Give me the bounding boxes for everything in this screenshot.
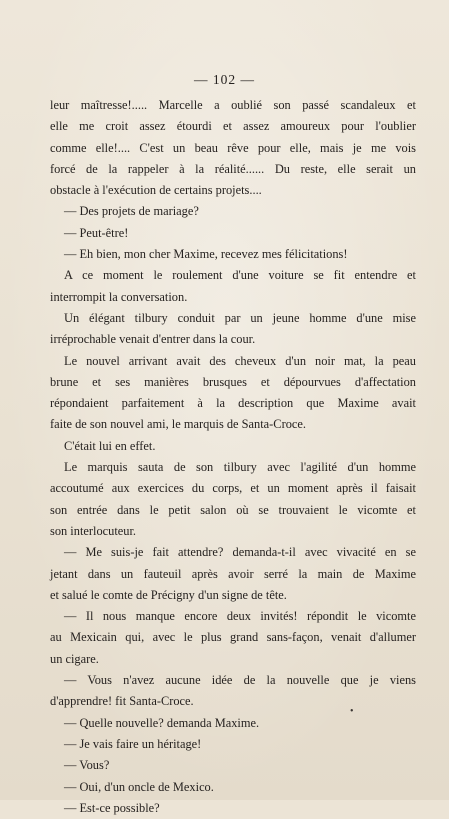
text-line: Le nouvel arrivant avait des cheveux d'un noir mat, la peau [64, 353, 416, 368]
text-line: son interlocuteur. [50, 523, 137, 538]
text-line: — Vous? [64, 758, 110, 773]
text-line: répondaient parfaitement à la description que Maxime avait [50, 396, 416, 411]
text-line: et salué le comte de Précigny d'un signe de tête. [50, 587, 287, 602]
text-line: — Peut-être! [64, 225, 129, 240]
text-line: C'était lui en effet. [64, 438, 156, 453]
text-line: irréprochable venait d'entrer dans la cour. [50, 332, 256, 347]
text-line: jetant dans un fauteuil après avoir serré la main de Maxime [50, 566, 416, 581]
text-line: brune et ses manières brusques et dépourvues d'affectation [50, 374, 416, 389]
text-line: — Me suis-je fait attendre? demanda-t-il avec vivacité en se [64, 545, 416, 560]
text-line: au Mexicain qui, avec le plus grand sans-façon, venait d'allumer [50, 630, 416, 645]
text-line: obstacle à l'exécution de certains projets.... [50, 183, 262, 198]
end-mark: • [350, 706, 354, 717]
text-line: — Eh bien, mon cher Maxime, recevez mes félicitations! [64, 247, 348, 262]
text-line: son entrée dans le petit salon où se trouvaient le vicomte et [50, 502, 416, 517]
text-line: un cigare. [50, 651, 99, 666]
text-line: d'apprendre! fit Santa-Croce. [50, 694, 194, 709]
text-line: — Je vais faire un héritage! [64, 736, 202, 751]
text-line: comme elle!.... C'est un beau rêve pour elle, mais je me vois [50, 140, 416, 155]
text-line: — Vous n'avez aucune idée de la nouvelle que je viens [64, 673, 416, 688]
text-line: accoutumé aux exercices du corps, et un moment après il faisait [50, 481, 416, 496]
page-number: — 102 — [194, 72, 255, 87]
text-line: Un élégant tilbury conduit par un jeune homme d'une mise [64, 310, 416, 325]
text-line: — Est-ce possible? [64, 800, 160, 815]
text-line: A ce moment le roulement d'une voiture se fit entendre et [64, 268, 416, 283]
text-line: — Il nous manque encore deux invités! répondit le vicomte [64, 609, 416, 624]
page-text [50, 95, 416, 819]
text-line: elle me croit assez étourdi et assez amoureux pour l'oublier [50, 119, 416, 134]
text-line: Le marquis sauta de son tilbury avec l'agilité d'un homme [64, 460, 416, 475]
text-line: — Quelle nouvelle? demanda Maxime. [64, 715, 260, 730]
text-line: faite de son nouvel ami, le marquis de Santa-Croce. [50, 417, 306, 432]
text-line: — Oui, d'un oncle de Mexico. [64, 779, 214, 794]
text-line: leur maîtresse!..... Marcelle a oublié son passé scandaleux et [50, 98, 416, 112]
text-line: forcé de la rappeler à la réalité...... Du reste, elle serait un [50, 161, 416, 176]
text-line: — Des projets de mariage? [64, 204, 199, 219]
text-line: interrompit la conversation. [50, 289, 188, 304]
